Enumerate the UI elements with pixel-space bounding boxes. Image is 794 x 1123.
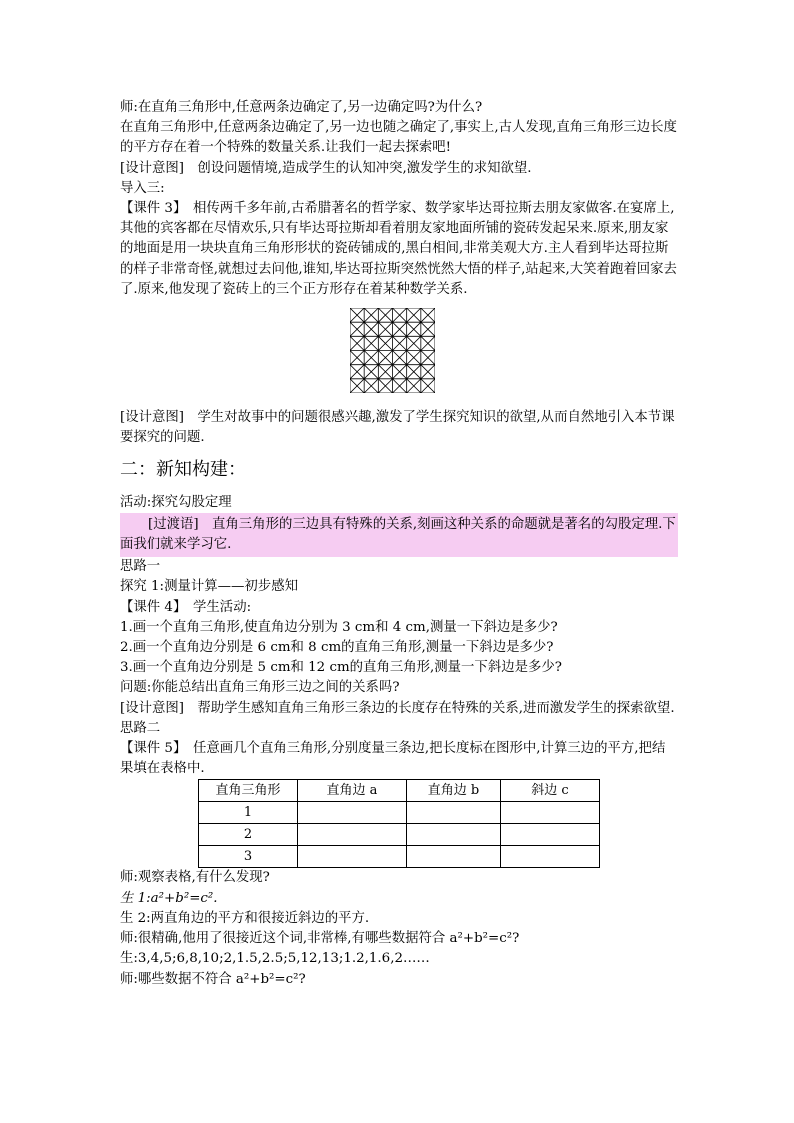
explore-1: 探究 1:测量计算——初步感知 xyxy=(120,579,298,595)
table-cell xyxy=(407,824,501,846)
task-1: 1.画一个直角三角形,使直角边分别为 3 cm和 4 cm,测量一下斜边是多少? xyxy=(120,619,558,635)
table-header: 直角边 b xyxy=(407,780,501,802)
transition-highlight: [过渡语] 直角三角形的三边具有特殊的关系,刻画这种关系的命题就是著名的勾股定理.下面我们就来学习它. xyxy=(120,513,678,557)
table-cell xyxy=(501,802,600,824)
question-summary: 问题:你能总结出直角三角形三边之间的关系吗? xyxy=(120,680,400,696)
table-cell xyxy=(298,846,407,868)
answer-paragraph: 在直角三角形中,任意两条边确定了,另一边也随之确定了,事实上,古人发现,直角三角形三边长度的平方存在着一个特殊的数量关系.让我们一起去探索吧! xyxy=(120,120,677,156)
table-row xyxy=(199,846,600,868)
task-2: 2.画一个直角边分别是 6 cm和 8 cm的直角三角形,测量一下斜边是多少? xyxy=(120,640,554,656)
teacher-praise: 师:很精确,他用了很接近这个词,非常棒,有哪些数据符合 a²+b²=c²? xyxy=(120,931,520,947)
student-1-answer: 生 1:a²+b²=c². xyxy=(120,890,218,906)
table-header: 斜边 c xyxy=(501,780,600,802)
document-page xyxy=(120,98,678,990)
student-2-answer: 生 2:两直角边的平方和很接近斜边的平方. xyxy=(120,910,370,926)
approach-two: 思路二 xyxy=(120,720,161,736)
tile-pattern-figure xyxy=(350,308,435,393)
table-cell xyxy=(501,824,600,846)
courseware-3-paragraph: 【课件 3】 相传两千多年前,古希腊著名的哲学家、数学家毕达哥拉斯去朋友家做客.在宴席上,其他的宾客都在尽情欢乐,只有毕达哥拉斯却看着朋友家地面所铺的瓷砖发起呆来.原来,朋友家的地面是用一块块直角三角形形状的瓷砖铺成的,黑白相间,非常美观大方.主人看到毕达哥拉斯的样子非常奇怪,就想过去问他,谁知,毕达哥拉斯突然恍然大悟的样子,站起来,大笑着跑着回家去了.原来,他发现了瓷砖上的三个正方形存在着某种数学关系. xyxy=(120,201,677,297)
table-cell: 1 xyxy=(199,802,298,824)
question-line: 师:在直角三角形中,任意两条边确定了,另一边确定吗?为什么? xyxy=(120,100,483,115)
courseware-5: 【课件 5】 任意画几个直角三角形,分别度量三条边,把长度标在图形中,计算三边的平方,把结果填在表格中. xyxy=(120,741,666,777)
table-cell: 2 xyxy=(199,824,298,846)
table-cell xyxy=(298,802,407,824)
table-header-row xyxy=(199,780,600,802)
table-header: 直角边 a xyxy=(298,780,407,802)
design-intent-3: [设计意图] 帮助学生感知直角三角形三条边的长度存在特殊的关系,进而激发学生的探索欲望. xyxy=(120,700,675,716)
activity-line: 活动:探究勾股定理 xyxy=(120,494,232,510)
table-cell: 3 xyxy=(199,846,298,868)
table-cell xyxy=(298,824,407,846)
task-3: 3.画一个直角边分别是 5 cm和 12 cm的直角三角形,测量一下斜边是多少? xyxy=(120,660,562,676)
design-intent-1: [设计意图] 创设问题情境,造成学生的认知冲突,激发学生的求知欲望. xyxy=(120,160,532,176)
measurement-table xyxy=(198,779,600,868)
table-cell xyxy=(407,846,501,868)
intro-three-heading: 导入三: xyxy=(120,180,165,196)
table-row xyxy=(199,824,600,846)
approach-one: 思路一 xyxy=(120,559,161,575)
teacher-observe: 师:观察表格,有什么发现? xyxy=(120,870,270,886)
table-header: 直角三角形 xyxy=(199,780,298,802)
courseware-4: 【课件 4】 学生活动: xyxy=(120,599,252,615)
design-intent-2: [设计意图] 学生对故事中的问题很感兴趣,激发了学生探究知识的欲望,从而自然地引入本节课要探究的问题. xyxy=(120,410,675,446)
table-cell xyxy=(407,802,501,824)
student-data: 生:3,4,5;6,8,10;2,1.5,2.5;5,12,13;1.2,1.6,2…… xyxy=(120,951,430,967)
teacher-question: 师:哪些数据不符合 a²+b²=c²? xyxy=(120,971,306,987)
table-row xyxy=(199,802,600,824)
section-heading: 二：新知构建： xyxy=(120,458,246,480)
table-cell xyxy=(501,846,600,868)
